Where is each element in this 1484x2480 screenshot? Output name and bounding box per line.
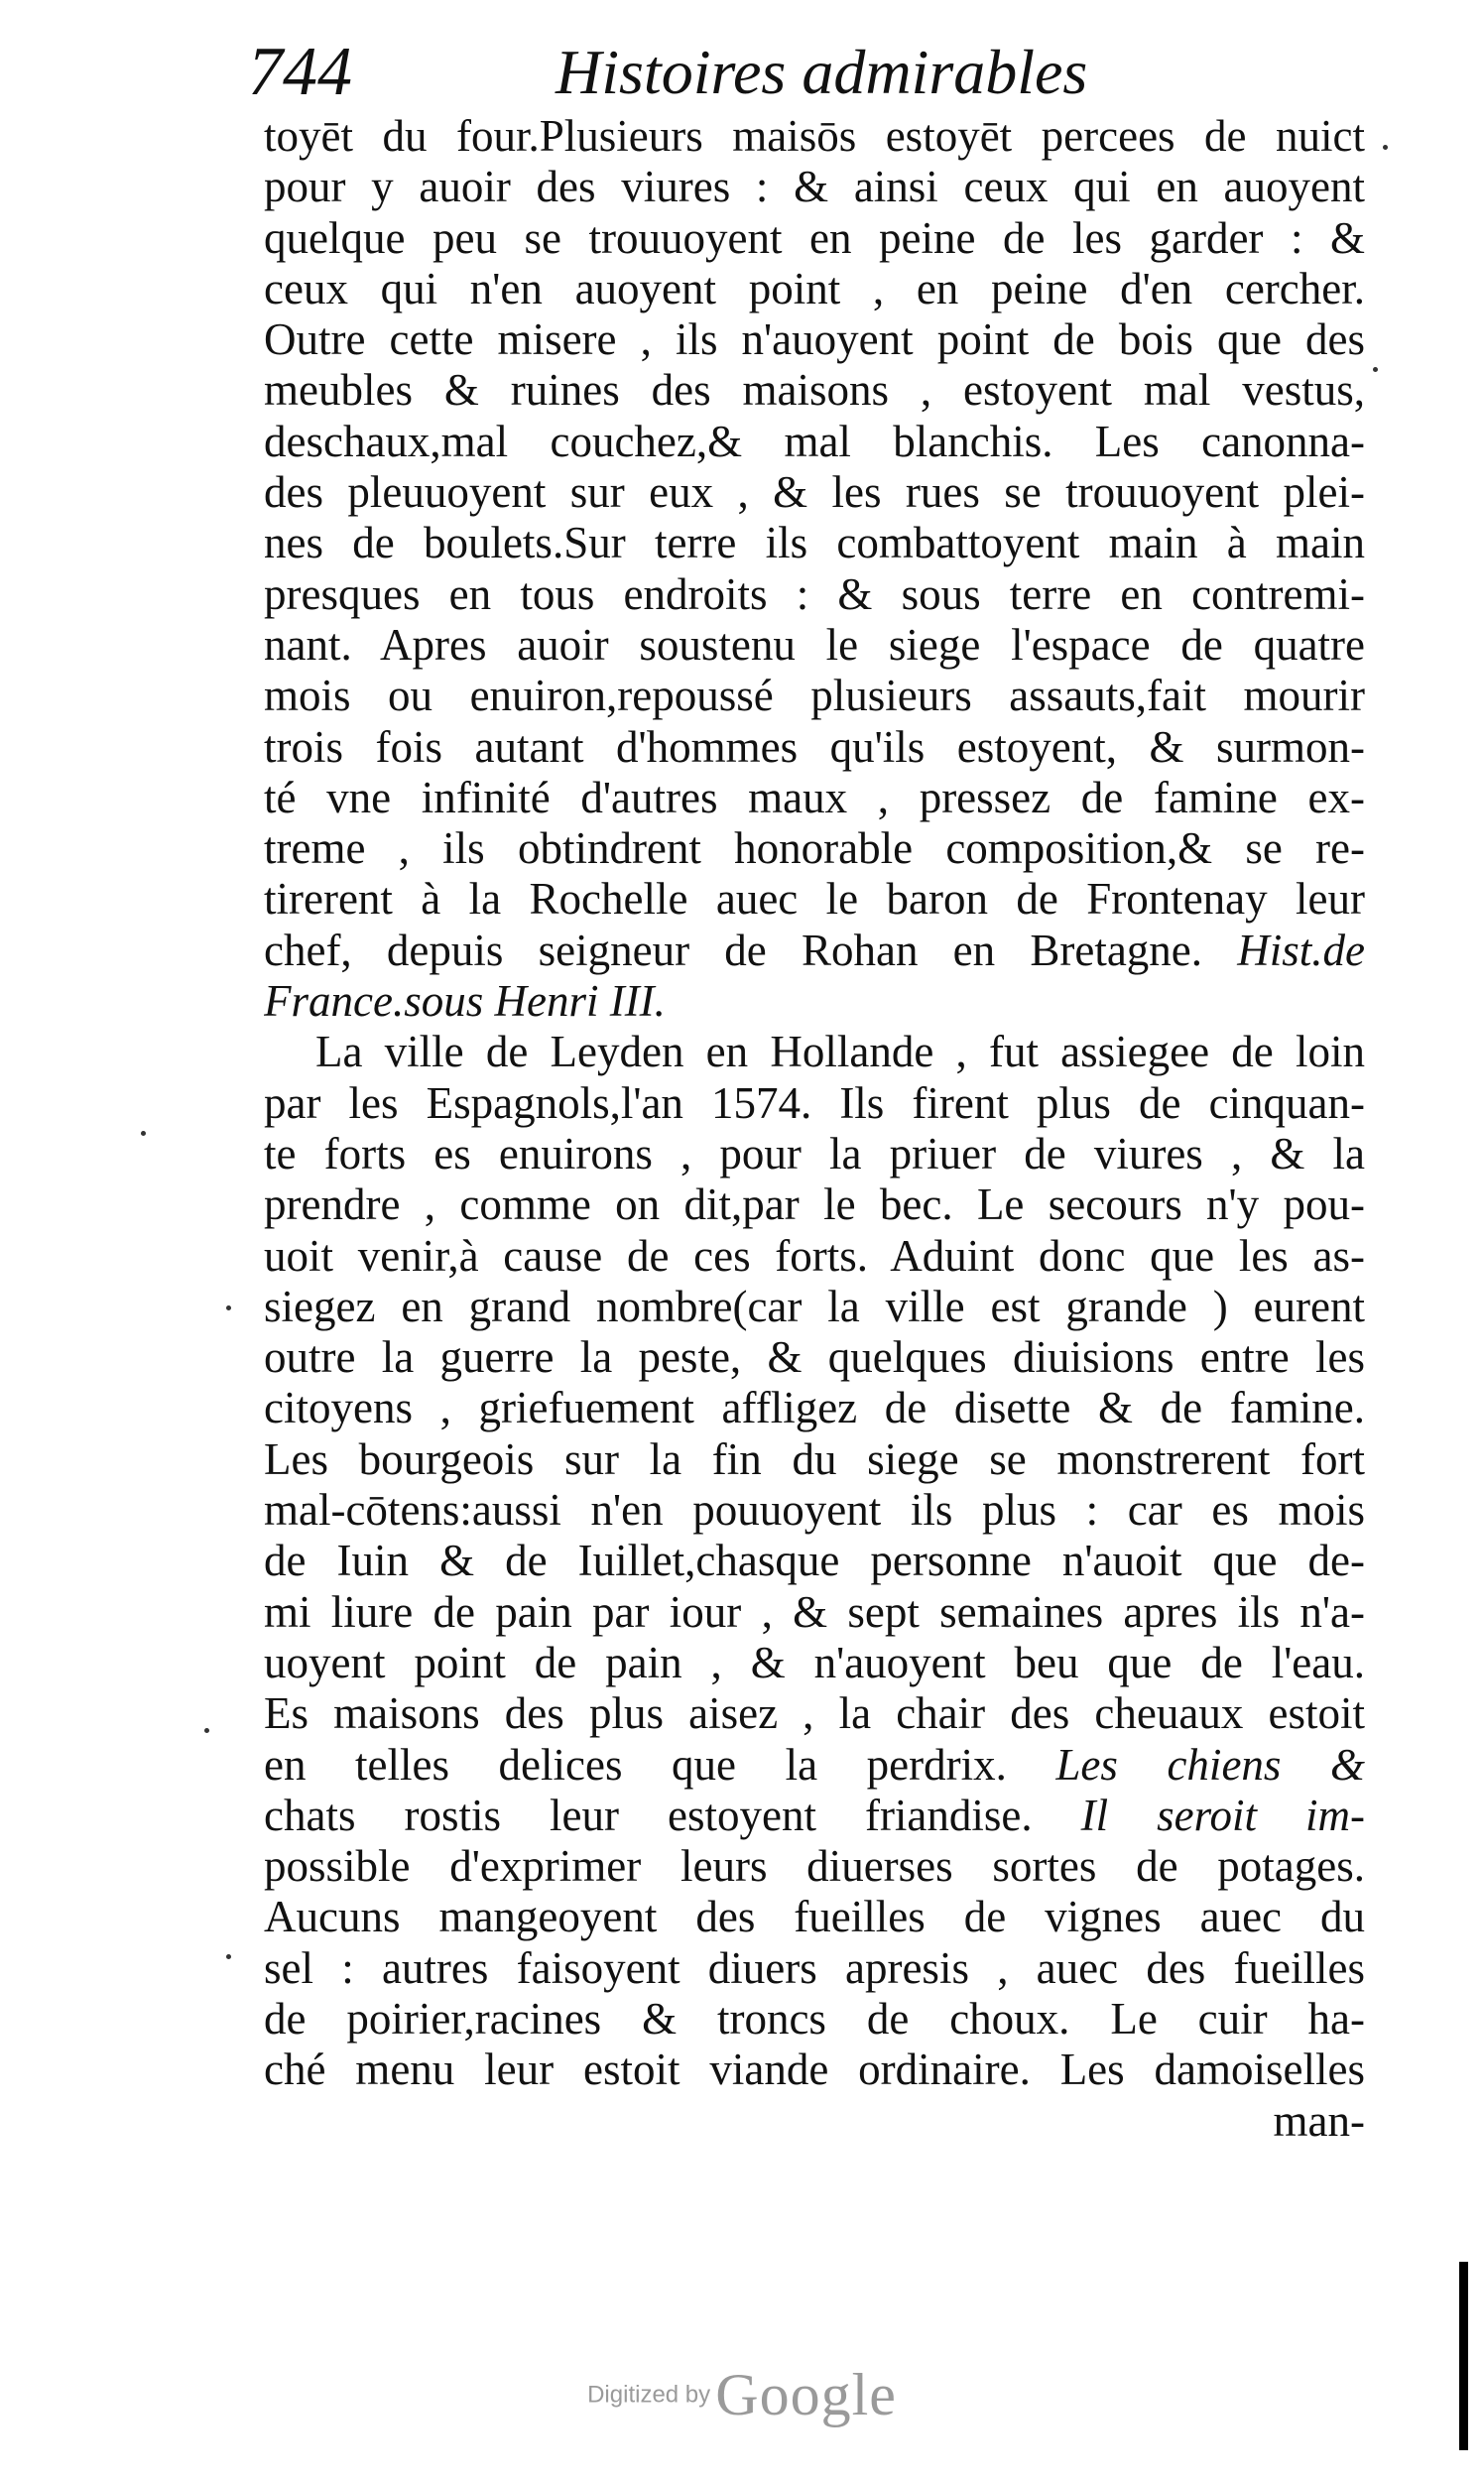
text-line: [264, 1485, 1365, 1536]
text-line: [264, 1434, 1365, 1485]
text-line: [264, 1027, 1365, 1077]
text-line: [264, 1740, 1365, 1791]
running-title: Histoires admirables: [556, 37, 1088, 107]
text-line: [264, 823, 1365, 874]
body-text: [264, 111, 1365, 2147]
ink-speck: [1383, 145, 1388, 150]
text-line: [264, 1231, 1365, 1282]
text-line: [264, 722, 1365, 773]
line-text: nes de boulets.Sur terre ils combattoyent main à main: [264, 518, 1365, 568]
line-text: Aucuns mangeoyent des fueilles de vignes auec du: [264, 1892, 1365, 1942]
line-text: Es maisons des plus aisez , la chair des cheuaux estoit: [264, 1688, 1365, 1739]
text-line: [264, 1791, 1365, 1841]
line-text: siegez en grand nombre(car la ville est grande ) eurent: [264, 1281, 1365, 1331]
line-text: mi liure de pain par iour , & sept semaines apres ils n'a-: [264, 1586, 1365, 1637]
text-line: [264, 365, 1365, 416]
text-line: [264, 518, 1365, 568]
text-line: [264, 2045, 1365, 2095]
line-text: outre la guerre la peste, & quelques diuisions entre les: [264, 1332, 1365, 1383]
text-line: [264, 671, 1365, 721]
line-text: presques en tous endroits : & sous terre en contremi-: [264, 568, 1365, 619]
text-line: [264, 1892, 1365, 1942]
text-line: [264, 976, 1365, 1027]
text-line: [264, 1129, 1365, 1179]
line-text: man-: [1273, 2095, 1365, 2146]
line-text: chef, depuis seigneur de Rohan en Bretagne.: [264, 925, 1203, 975]
line-text: pour y auoir des viures : & ainsi ceux qui en auoyent: [264, 162, 1365, 212]
line-text: té vne infinité d'autres maux , pressez de famine ex-: [264, 772, 1365, 822]
text-line: [264, 1994, 1365, 2045]
text-line: [264, 314, 1365, 365]
digitization-watermark: [0, 2361, 1484, 2429]
text-line: [264, 1536, 1365, 1586]
line-text: Les bourgeois sur la fin du siege se monstrerent fort: [264, 1433, 1365, 1484]
line-text: quelque peu se trouuoyent en peine de les garder : &: [264, 212, 1365, 263]
text-line: [264, 162, 1365, 212]
text-line: [264, 874, 1365, 925]
ink-speck: [226, 1305, 231, 1310]
text-line: [264, 1587, 1365, 1638]
line-text: citoyens , griefuement affligez de disette & de famine.: [264, 1383, 1365, 1433]
line-text: possible d'exprimer leurs diuerses sortes de potages.: [264, 1841, 1365, 1892]
text-line: [264, 1841, 1365, 1892]
line-text: de poirier,racines & troncs de choux. Le cuir ha-: [264, 1993, 1365, 2044]
text-line: [264, 773, 1365, 823]
line-text: mal-cōtens:aussi n'en pouuoyent ils plus : car es mois: [264, 1485, 1365, 1536]
text-line: [264, 1332, 1365, 1383]
watermark-brand: Google: [715, 2362, 897, 2427]
line-italic-text: Hist.de: [1237, 925, 1365, 975]
line-text: mois ou enuiron,repoussé plusieurs assauts,fait mourir: [264, 671, 1365, 721]
ink-speck: [1373, 367, 1378, 372]
page-header: [248, 28, 1359, 117]
line-italic-text: Il seroit im-: [1080, 1790, 1365, 1840]
line-text: Outre cette misere , ils n'auoyent point de bois que des: [264, 314, 1365, 365]
line-text: France.sous Henri III.: [264, 976, 666, 1027]
line-text: treme , ils obtindrent honorable composition,& se re-: [264, 823, 1365, 874]
line-text: tirerent à la Rochelle auec le baron de Frontenay leur: [264, 874, 1365, 925]
text-line: [264, 1179, 1365, 1230]
line-text: La ville de Leyden en Hollande , fut assiegee de loin: [315, 1027, 1365, 1077]
line-text: te forts es enuirons , pour la priuer de viures , & la: [264, 1128, 1365, 1178]
text-line: [264, 620, 1365, 671]
page-edge-shadow: [1459, 2262, 1468, 2450]
ink-speck: [204, 1728, 209, 1733]
line-text: par les Espagnols,l'an 1574. Ils firent plus de cinquan-: [264, 1077, 1365, 1128]
line-text: uoyent point de pain , & n'auoyent beu que de l'eau.: [264, 1637, 1365, 1687]
line-text: sel : autres faisoyent diuers apresis , auec des fueilles: [264, 1942, 1365, 1993]
line-text: ché menu leur estoit viande ordinaire. Les damoiselles: [264, 2045, 1365, 2095]
text-line: [264, 264, 1365, 314]
text-line: [264, 213, 1365, 264]
text-line: [264, 111, 1365, 162]
line-text: meubles & ruines des maisons , estoyent mal vestus,: [264, 365, 1365, 416]
text-line: [264, 1383, 1365, 1433]
text-line: [264, 467, 1365, 518]
text-line: [264, 1078, 1365, 1129]
line-text: trois fois autant d'hommes qu'ils estoyent, & surmon-: [264, 721, 1365, 772]
text-line: [264, 417, 1365, 467]
line-text: uoit venir,à cause de ces forts. Aduint donc que les as-: [264, 1230, 1365, 1281]
ink-speck: [141, 1131, 146, 1136]
text-line: [264, 1688, 1365, 1739]
line-italic-text: Les chiens &: [1055, 1739, 1365, 1790]
text-line: [264, 2096, 1365, 2147]
line-text: nant. Apres auoir soustenu le siege l'espace de quatre: [264, 619, 1365, 670]
line-text: ceux qui n'en auoyent point , en peine d'en cercher.: [264, 263, 1365, 313]
text-line: [264, 1638, 1365, 1688]
watermark-prefix: Digitized by: [587, 2381, 711, 2409]
page-number: 744: [248, 34, 352, 110]
line-text: deschaux,mal couchez,& mal blanchis. Les canonna-: [264, 416, 1365, 466]
line-text: prendre , comme on dit,par le bec. Le secours n'y pou-: [264, 1179, 1365, 1230]
text-line: [264, 926, 1365, 976]
line-text: en telles delices que la perdrix.: [264, 1739, 1007, 1790]
ink-speck: [226, 1954, 231, 1959]
text-line: [264, 1943, 1365, 1994]
line-text: chats rostis leur estoyent friandise.: [264, 1790, 1033, 1840]
text-line: [264, 1282, 1365, 1332]
line-text: de Iuin & de Iuillet,chasque personne n'auoit que de-: [264, 1536, 1365, 1586]
line-text: toyēt du four.Plusieurs maisōs estoyēt percees de nuict: [264, 111, 1365, 161]
line-text: des pleuuoyent sur eux , & les rues se trouuoyent plei-: [264, 467, 1365, 518]
text-line: [264, 569, 1365, 620]
